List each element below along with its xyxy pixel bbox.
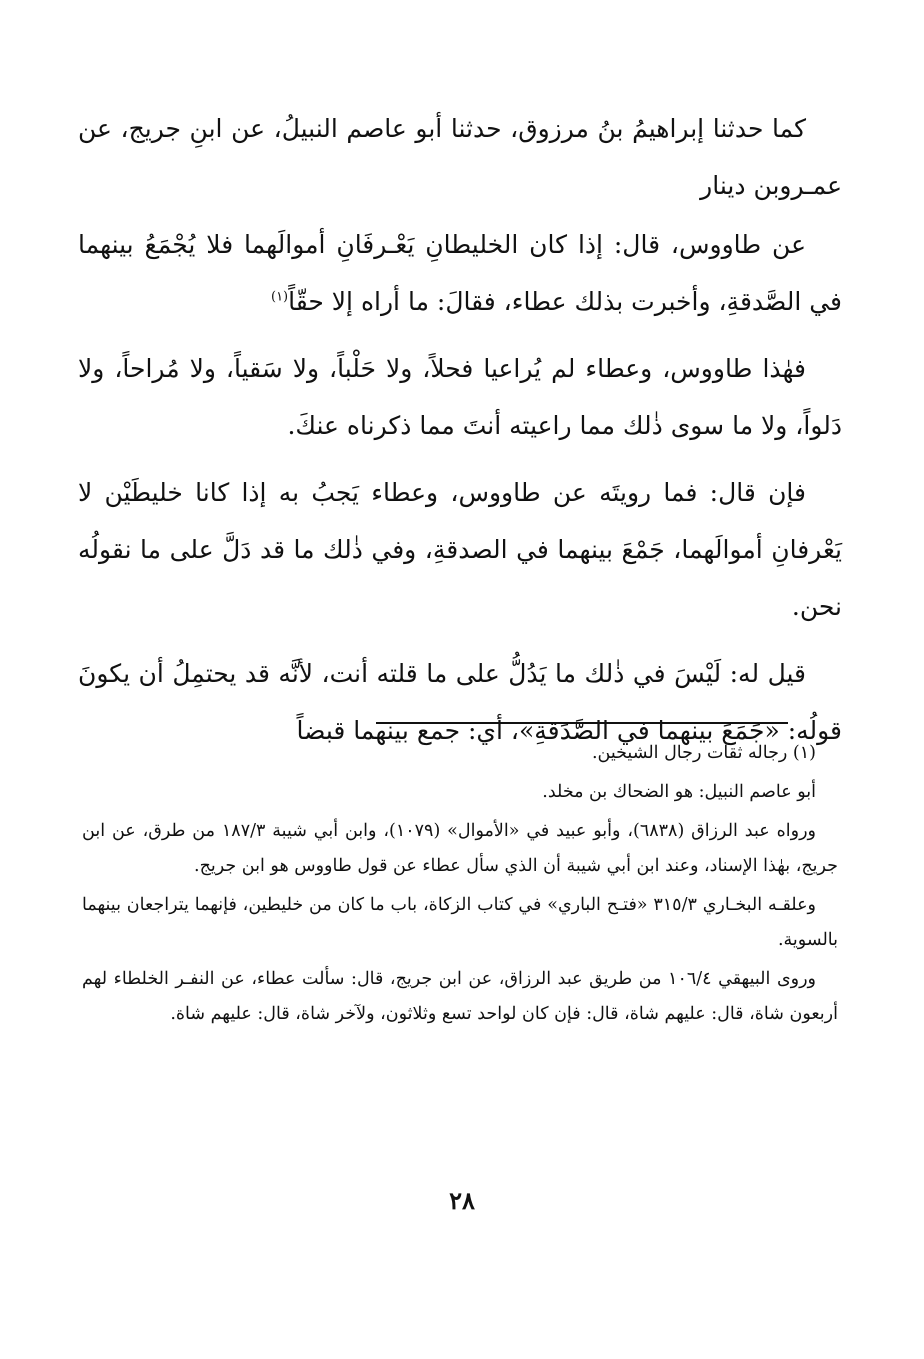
paragraph-4: فإن قال: فما رويتَه عن طاووس، وعطاء يَجبُ به إذا كانا خليطَيْن لا يَعْرفانِ أموالَهما، جَمْعَ بينهما في الصدقةِ، وفي ذٰلك ما قد دَلَّ على ما نقولُه نحن. — [78, 478, 842, 621]
footnote-3: ورواه عبد الرزاق (٦٨٣٨)، وأبو عبيد في «الأموال» (١٠٧٩)، وابن أبي شيبة ١٨٧/٣ من طرق، عن ابن جريج، بهٰذا الإسناد، وعند ابن أبي شيبة أن الذي سأل عطاء عن قول طاووس هو ابن جريج. — [82, 821, 838, 876]
footnote-separator — [376, 722, 788, 724]
paragraph-2 — [78, 216, 842, 330]
footnote-marker: (١) — [270, 289, 289, 305]
footnote-5: وروى البيهقي ١٠٦/٤ من طريق عبد الرزاق، عن ابن جريج، قال: سألت عطاء، عن النفـر الخلطاء لهم أربعون شاة، قال: عليهم شاة، قال: فإن كان لواحد تسع وثلاثون، ولآخر شاة، قال: عليهم شاة. — [82, 969, 838, 1024]
paragraph-2-text: عن طاووس، قال: إذا كان الخليطانِ يَعْـرفَانِ أموالَهما فلا يُجْمَعُ بينهما في الصَّدقةِ، وأخبرت بذلك عطاء، فقالَ: ما أراه إلا حقّاً — [78, 230, 842, 316]
paragraph-3: فهٰذا طاووس، وعطاء لم يُراعيا فحلاً، ولا حَلْباً، ولا سَقياً، ولا مُراحاً، ولا دَلواً، ولا ما سوى ذٰلك مما راعيته أنتَ مما ذكرناه عنكَ. — [78, 354, 842, 440]
paragraph-5: قيل له: لَيْسَ في ذٰلك ما يَدُلُّ على ما قلته أنت، لأنَّه قد يحتمِلُ أن يكونَ قولُه: «جَمَعَ بينهما في الصَّدَقةِ»، أي: جمع بينهما قبضاً — [78, 659, 842, 745]
footnote-2: أبو عاصم النبيل: هو الضحاك بن مخلد. — [542, 782, 816, 802]
main-text — [78, 100, 842, 769]
page-number: ٢٨ — [449, 1186, 475, 1215]
footnotes — [82, 736, 838, 1036]
footnote-1: (١) رجاله ثقات رجال الشيخين. — [591, 743, 816, 763]
paragraph-1: كما حدثنا إبراهيمُ بنُ مرزوق، حدثنا أبو عاصم النبيلُ، عن ابنِ جريج، عن عمـروبن دينار — [78, 114, 842, 200]
footnote-4: وعلقـه البخـاري ٣١٥/٣ «فتـح الباري» في كتاب الزكاة، باب ما كان من خليطين، فإنهما يتراجعان بينهما بالسوية. — [82, 895, 838, 950]
